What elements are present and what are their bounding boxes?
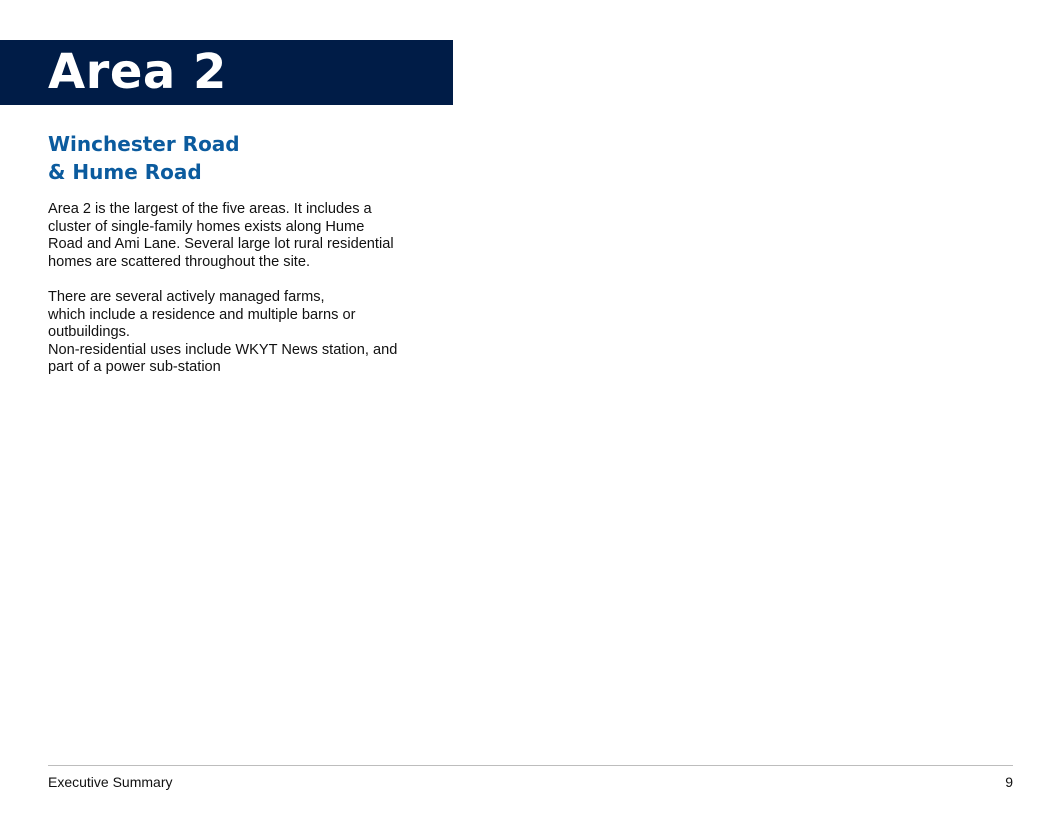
paragraph-2 xyxy=(48,289,453,377)
page-number: 9 xyxy=(1005,774,1013,790)
body-text xyxy=(48,201,453,377)
text-line: outbuildings. xyxy=(48,324,130,340)
text-line: Area 2 is the largest of the five areas. It includes a xyxy=(48,201,372,217)
page-title: Area 2 xyxy=(48,44,227,100)
subtitle-line: Winchester Road xyxy=(48,132,240,156)
text-line: cluster of single-family homes exists along Hume xyxy=(48,218,365,235)
title-banner xyxy=(0,40,453,105)
text-line: homes are scattered throughout the site. xyxy=(48,253,311,270)
section-subtitle xyxy=(48,130,428,186)
footer-section-label: Executive Summary xyxy=(48,774,173,790)
text-line: There are several actively managed farms, xyxy=(48,289,325,305)
text-line: Non-residential uses include WKYT News station, and xyxy=(48,341,398,358)
text-line: part of a power sub-station xyxy=(48,359,221,375)
text-line: Road and Ami Lane. Several large lot rural residential xyxy=(48,236,394,252)
text-line: which include a residence and multiple barns or xyxy=(48,306,356,323)
paragraph-spacer xyxy=(48,271,453,289)
footer-divider xyxy=(48,765,1013,766)
subtitle-line: & Hume Road xyxy=(48,160,202,184)
paragraph-1 xyxy=(48,201,453,271)
